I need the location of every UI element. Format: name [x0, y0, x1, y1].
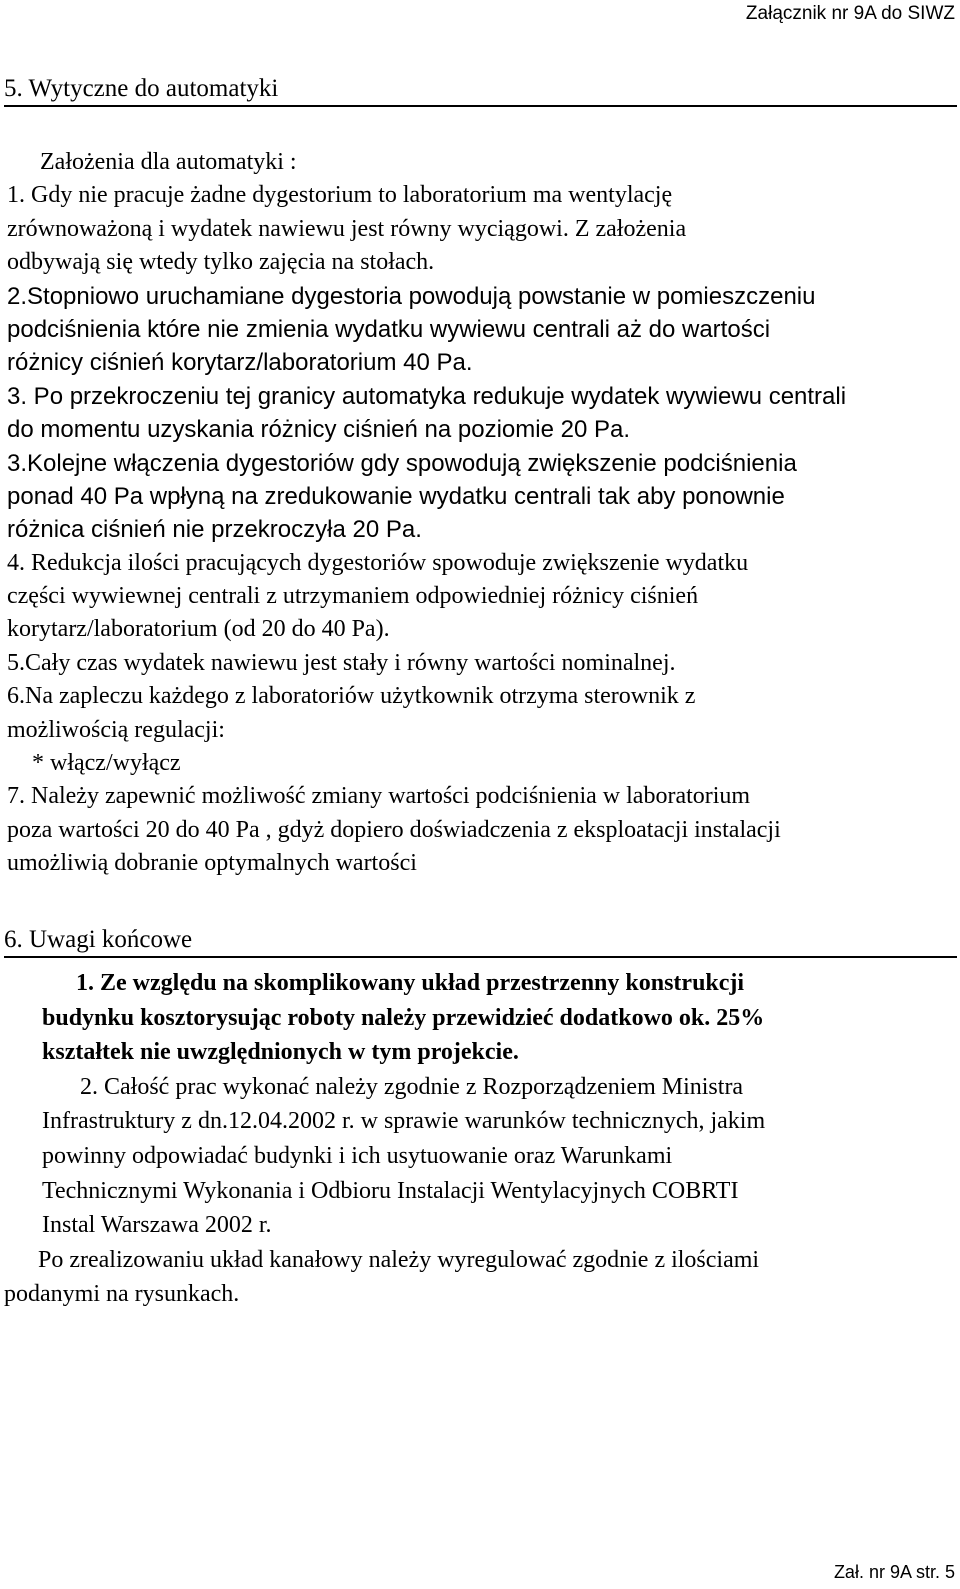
- section-5-line: poza wartości 20 do 40 Pa , gdyż dopiero doświadczenia z eksploatacji instalacji: [7, 816, 781, 843]
- section-5-line: różnica ciśnień nie przekroczyła 20 Pa.: [7, 516, 422, 544]
- section-5-line: 4. Redukcja ilości pracujących dygestoriów spowoduje zwiększenie wydatku: [7, 549, 749, 576]
- section-6-line: Po zrealizowaniu układ kanałowy należy wyregulować zgodnie z ilościami: [38, 1246, 760, 1273]
- section-5-body: [7, 146, 957, 881]
- section-5-line: umożliwią dobranie optymalnych wartości: [7, 850, 417, 877]
- section-6-line: kształtek nie uwzględnionych w tym projekcie.: [42, 1039, 519, 1066]
- section-6-line: 2. Całość prac wykonać należy zgodnie z Rozporządzeniem Ministra: [80, 1073, 744, 1100]
- section-5-line: 3. Po przekroczeniu tej granicy automatyka redukuje wydatek wywiewu centrali: [7, 382, 847, 410]
- section-5-line: podciśnienia które nie zmienia wydatku wywiewu centrali aż do wartości: [7, 315, 771, 343]
- section-6-line: budynku kosztorysując roboty należy przewidzieć dodatkowo ok. 25%: [42, 1004, 765, 1031]
- section-5-line: korytarz/laboratorium (od 20 do 40 Pa).: [7, 616, 390, 643]
- section-6-line: Infrastruktury z dn.12.04.2002 r. w sprawie warunków technicznych, jakim: [42, 1108, 766, 1135]
- section-5-line: 2.Stopniowo uruchamiane dygestoria powodują powstanie w pomieszczeniu: [7, 282, 816, 310]
- section-5-line: części wywiewnej centrali z utrzymaniem odpowiedniej różnicy ciśnień: [7, 583, 699, 610]
- section-6-line: powinny odpowiadać budynki i ich usytuowanie oraz Warunkami: [42, 1142, 673, 1169]
- section-5-line: Założenia dla automatyki :: [40, 149, 297, 175]
- section-6-line: podanymi na rysunkach.: [4, 1281, 240, 1308]
- section-6-line: Technicznymi Wykonania i Odbioru Instalacji Wentylacyjnych COBRTI: [42, 1177, 739, 1204]
- section-5-line: 1. Gdy nie pracuje żadne dygestorium to laboratorium ma wentylację: [7, 182, 673, 209]
- section-5-line: ponad 40 Pa wpłyną na zredukowanie wydatku centrali tak aby ponownie: [7, 482, 785, 510]
- section-6-heading: 6. Uwagi końcowe: [4, 925, 957, 958]
- attachment-reference: Załącznik nr 9A do SIWZ: [745, 3, 955, 24]
- section-5-heading: 5. Wytyczne do automatyki: [4, 74, 957, 107]
- section-5-line: 5.Cały czas wydatek nawiewu jest stały i równy wartości nominalnej.: [7, 649, 676, 676]
- section-5-line: * włącz/wyłącz: [32, 750, 181, 777]
- section-5-line: odbywają się wtedy tylko zajęcia na stołach.: [7, 249, 435, 276]
- section-5-line: 7. Należy zapewnić możliwość zmiany wartości podciśnienia w laboratorium: [7, 783, 751, 810]
- section-6-line: 1. Ze względu na skomplikowany układ przestrzenny konstrukcji: [76, 970, 745, 996]
- section-5-line: 6.Na zapleczu każdego z laboratoriów użytkownik otrzyma sterownik z: [7, 683, 696, 710]
- section-5-line: do momentu uzyskania różnicy ciśnień na poziomie 20 Pa.: [7, 416, 630, 444]
- page-footer: Zał. nr 9A str. 5: [833, 1562, 955, 1582]
- section-6-line: Instal Warszawa 2002 r.: [42, 1212, 272, 1239]
- section-5-line: różnicy ciśnień korytarz/laboratorium 40 Pa.: [7, 349, 473, 377]
- section-5-line: możliwością regulacji:: [7, 716, 225, 743]
- section-6-body: [4, 966, 956, 1312]
- section-5-line: zrównoważoną i wydatek nawiewu jest równy wyciągowi. Z założenia: [7, 215, 687, 242]
- section-5-line: 3.Kolejne włączenia dygestoriów gdy spowodują zwiększenie podciśnienia: [7, 449, 797, 477]
